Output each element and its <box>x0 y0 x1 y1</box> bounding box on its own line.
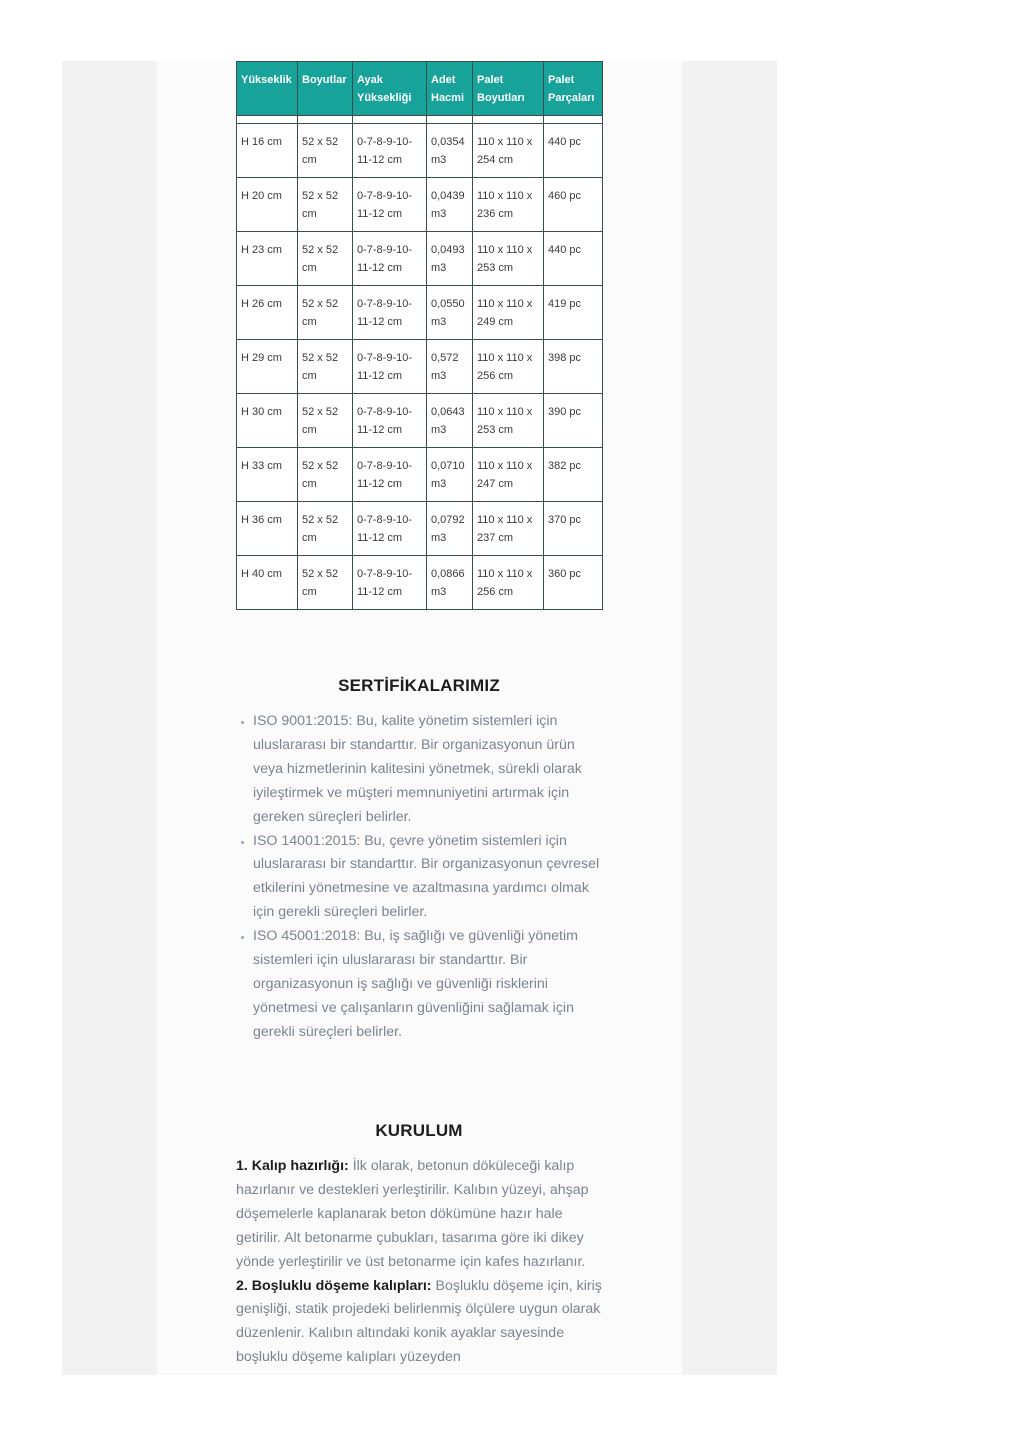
table-cell: 52 x 52 cm <box>298 178 353 232</box>
table-cell: 0-7-8-9-10-11-12 cm <box>353 448 427 502</box>
table-cell: 370 pc <box>544 502 603 556</box>
table-spacer-row <box>237 116 603 124</box>
table-cell: 382 pc <box>544 448 603 502</box>
table-cell: 52 x 52 cm <box>298 502 353 556</box>
table-cell: 419 pc <box>544 286 603 340</box>
table-cell: 52 x 52 cm <box>298 124 353 178</box>
table-cell: 0-7-8-9-10-11-12 cm <box>353 394 427 448</box>
table-cell: 0-7-8-9-10-11-12 cm <box>353 124 427 178</box>
table-cell: 0,0439 m3 <box>427 178 473 232</box>
table-cell: H 33 cm <box>237 448 298 502</box>
table-row <box>237 286 603 340</box>
table-cell: 52 x 52 cm <box>298 394 353 448</box>
header-palet-boyutlari: Palet Boyutları <box>473 62 544 116</box>
step-label: 1. Kalıp hazırlığı: <box>236 1158 349 1174</box>
table-cell: 0,0792 m3 <box>427 502 473 556</box>
table-cell: 398 pc <box>544 340 603 394</box>
table-cell: 110 x 110 x 256 cm <box>473 340 544 394</box>
table-cell: 0,0550 m3 <box>427 286 473 340</box>
table-row <box>237 448 603 502</box>
table-cell: 110 x 110 x 254 cm <box>473 124 544 178</box>
table-row <box>237 232 603 286</box>
step-label: 2. Boşluklu döşeme kalıpları: <box>236 1277 432 1294</box>
header-palet-parcalari: Palet Parçaları <box>544 62 603 116</box>
table-cell: 0,0643 m3 <box>427 394 473 448</box>
certificates-list <box>236 710 606 1045</box>
header-adet-hacmi: Adet Hacmi <box>427 62 473 116</box>
table-row <box>237 178 603 232</box>
table-cell: 110 x 110 x 249 cm <box>473 286 544 340</box>
table-cell: 0,0493 m3 <box>427 232 473 286</box>
installation-title: KURULUM <box>375 1121 463 1140</box>
table-cell: 0-7-8-9-10-11-12 cm <box>353 556 427 610</box>
certificates-title: SERTİFİKALARIMIZ <box>338 676 500 695</box>
table-cell: 390 pc <box>544 394 603 448</box>
table-cell: H 20 cm <box>237 178 298 232</box>
installation-step <box>236 1275 606 1371</box>
table-row <box>237 340 603 394</box>
table-cell: 0-7-8-9-10-11-12 cm <box>353 502 427 556</box>
table-cell: 0,572 m3 <box>427 340 473 394</box>
product-spec-table <box>236 61 603 610</box>
installation-step <box>236 1155 606 1275</box>
list-item: • ISO 9001:2015: Bu, kalite yönetim sistemleri için uluslararası bir standarttır. Bir organizasyonun ürün veya hizmetlerinin kalitesini yönetmek, sürekli olarak iyileştirmek ve müşteri memnuniyetini artırmak için gereken süreçleri belirler. <box>253 710 606 830</box>
table-cell: 52 x 52 cm <box>298 448 353 502</box>
table-cell: 110 x 110 x 236 cm <box>473 178 544 232</box>
right-side-panel <box>682 61 777 1375</box>
table-cell: 440 pc <box>544 124 603 178</box>
step-text: İlk olarak, betonun döküleceği kalıp hazırlanır ve destekleri yerleştirilir. Kalıbın yüzeyi, ahşap döşemelerle kaplanarak beton dökümüne hazır hale getirilir. Alt betonarme çubukları, tasarıma göre iki dikey yönde yerleştirilir ve üst betonarme için kafes hazırlanır. <box>236 1158 589 1270</box>
table-cell: 110 x 110 x 237 cm <box>473 502 544 556</box>
list-item: • ISO 45001:2018: Bu, iş sağlığı ve güvenliği yönetim sistemleri için uluslararası bir standarttır. Bir organizasyonun iş sağlığı ve güvenliği risklerini yönetmesi ve çalışanların güvenliğini sağlamak için gerekli süreçleri belirler. <box>253 925 606 1045</box>
left-side-panel <box>62 61 157 1375</box>
table-cell: 52 x 52 cm <box>298 556 353 610</box>
table-cell: 110 x 110 x 253 cm <box>473 394 544 448</box>
table-cell: 52 x 52 cm <box>298 232 353 286</box>
header-yukseklik: Yükseklik <box>237 62 298 116</box>
table-row <box>237 394 603 448</box>
table-cell: H 26 cm <box>237 286 298 340</box>
table-cell: H 36 cm <box>237 502 298 556</box>
header-boyutlar: Boyutlar <box>298 62 353 116</box>
table-cell: 360 pc <box>544 556 603 610</box>
table-row <box>237 124 603 178</box>
table-cell: 460 pc <box>544 178 603 232</box>
table-cell: 110 x 110 x 256 cm <box>473 556 544 610</box>
table-cell: H 30 cm <box>237 394 298 448</box>
table-cell: H 40 cm <box>237 556 298 610</box>
table-cell: 52 x 52 cm <box>298 340 353 394</box>
table-header-row <box>237 62 603 116</box>
table-cell: H 29 cm <box>237 340 298 394</box>
table-cell: 0,0710 m3 <box>427 448 473 502</box>
table-cell: 52 x 52 cm <box>298 286 353 340</box>
table-row <box>237 502 603 556</box>
table-cell: 0-7-8-9-10-11-12 cm <box>353 286 427 340</box>
table-cell: 440 pc <box>544 232 603 286</box>
table-cell: 0-7-8-9-10-11-12 cm <box>353 178 427 232</box>
list-item: • ISO 14001:2015: Bu, çevre yönetim sistemleri için uluslararası bir standarttır. Bir organizasyonun çevresel etkilerini yönetmesine ve azaltmasına yardımcı olmak için gerekli süreçleri belirler. <box>253 830 606 926</box>
table-cell: 0,0354 m3 <box>427 124 473 178</box>
table-row <box>237 556 603 610</box>
header-ayak-yuksekligi: Ayak Yüksekliği <box>353 62 427 116</box>
table-cell: H 23 cm <box>237 232 298 286</box>
table-cell: H 16 cm <box>237 124 298 178</box>
table-cell: 0-7-8-9-10-11-12 cm <box>353 340 427 394</box>
table-cell: 0-7-8-9-10-11-12 cm <box>353 232 427 286</box>
table-cell: 0,0866 m3 <box>427 556 473 610</box>
step-text: Boşluklu döşeme için, kiriş genişliği, statik projedeki belirlenmiş ölçülere uygun olarak düzenlenir. Kalıbın altındaki konik ayaklar sayesinde boşluklu döşeme kalıpları yüzeyden <box>236 1277 602 1366</box>
installation-steps <box>236 1155 606 1370</box>
table-cell: 110 x 110 x 247 cm <box>473 448 544 502</box>
table-cell: 110 x 110 x 253 cm <box>473 232 544 286</box>
